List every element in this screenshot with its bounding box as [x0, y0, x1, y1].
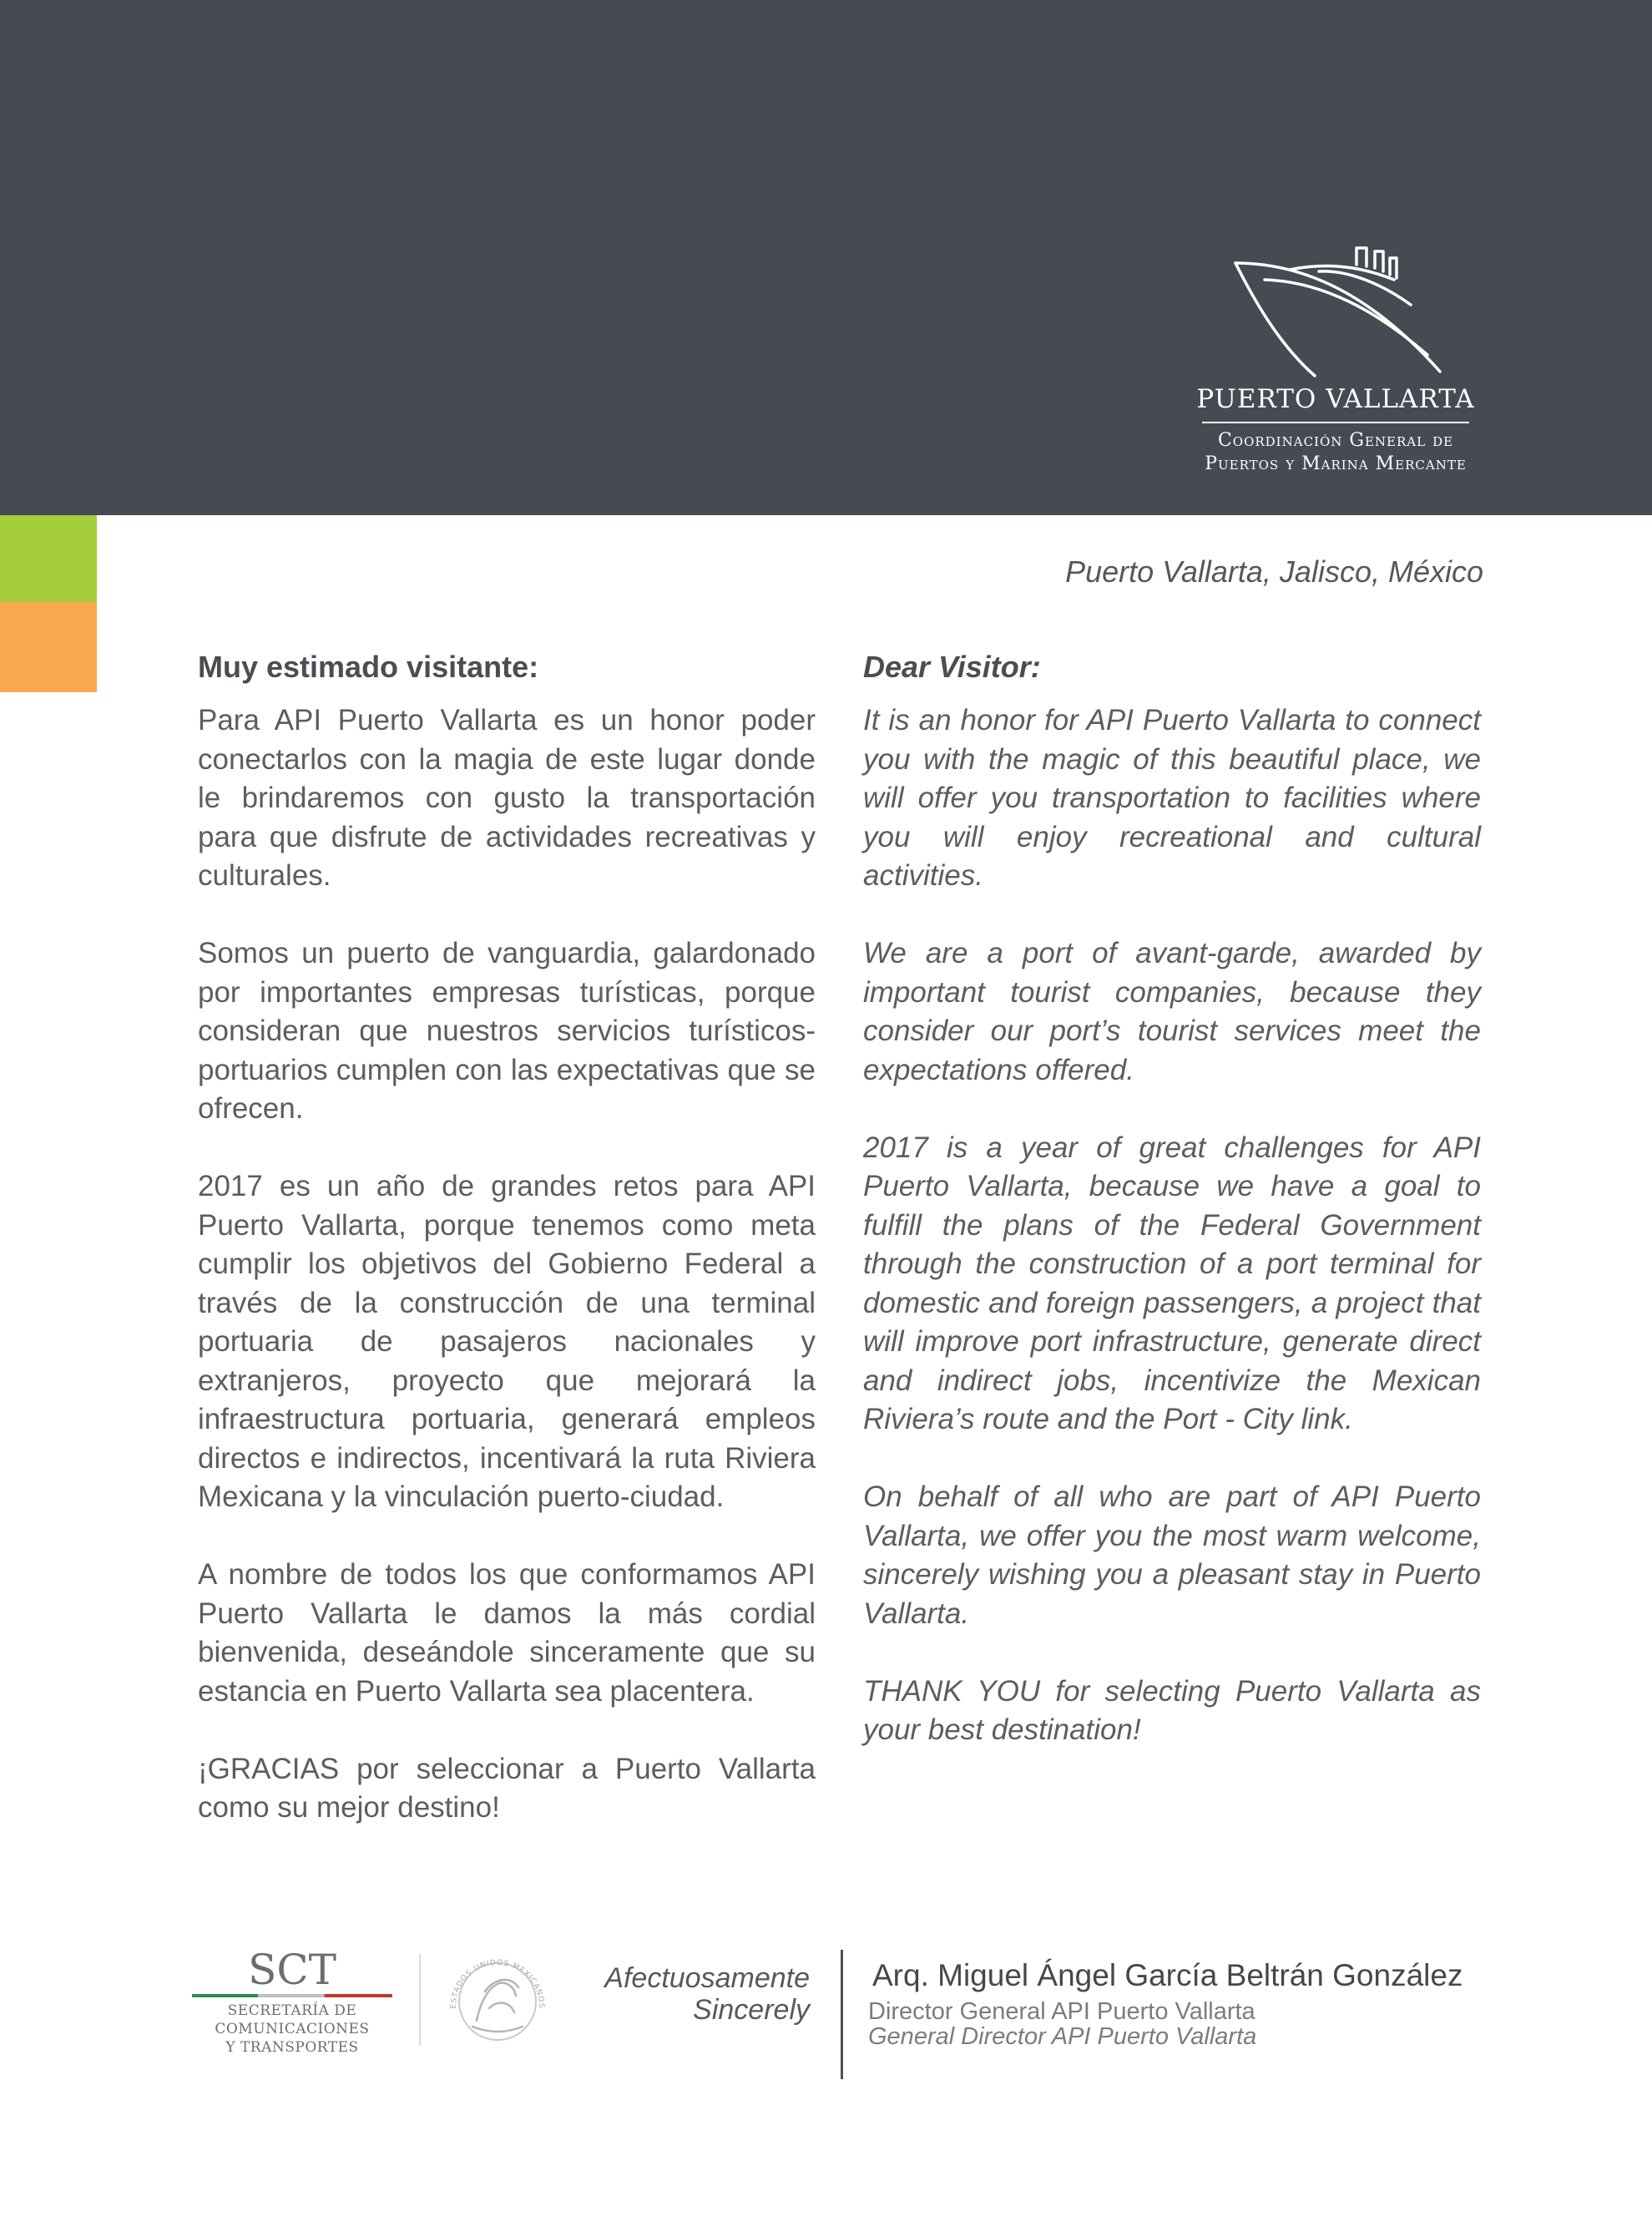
english-paragraph: THANK YOU for selecting Puerto Vallarta as your best destination!: [863, 1674, 1481, 1746]
spanish-column: [198, 641, 816, 1866]
brand-name: PUERTO VALLARTA: [1196, 384, 1475, 414]
spanish-greeting: Muy estimado visitante:: [198, 650, 539, 684]
sct-tricolor-rule: [192, 1994, 392, 1997]
spanish-paragraph: ¡GRACIAS por seleccionar a Puerto Vallarta como su mejor destino!: [198, 1752, 816, 1824]
signer-name: Arq. Miguel Ángel García Beltrán González: [872, 1958, 1463, 1992]
sct-title: SCT: [248, 1946, 336, 1994]
spanish-paragraph: Somos un puerto de vanguardia, galardonado por importantes empresas turísticas, porque consideran que nuestros servicios turísticos-portuarios cumplen con las expectativas que se ofrecen.: [198, 937, 816, 1125]
english-paragraph: It is an honor for API Puerto Vallarta to connect you with the magic of this beautiful place, we will offer you transportation to facilities where you will enjoy recreational and cultural activities.: [863, 704, 1481, 892]
sign-off: [568, 1962, 810, 2026]
header-banner: [0, 0, 1652, 515]
sign-off-spanish: Afectuosamente: [604, 1962, 810, 1994]
sct-subtitle-line2: COMUNICACIONES: [215, 2021, 370, 2037]
signer-title-spanish: Director General API Puerto Vallarta: [868, 1998, 1255, 2025]
seal-text: ESTADOS UNIDOS MEXICANOS: [449, 1958, 546, 2009]
accent-bar-orange: [0, 602, 97, 692]
puerto-vallarta-logo: [1177, 246, 1494, 488]
english-greeting: Dear Visitor:: [863, 650, 1041, 684]
signer-title-english: General Director API Puerto Vallarta: [868, 2023, 1257, 2050]
spanish-paragraph: Para API Puerto Vallarta es un honor poder conectarlos con la magia de este lugar donde le brindaremos con gusto la transportación para que disfrute de actividades recreativas y culturales.: [198, 704, 816, 892]
signature-divider: [841, 1950, 843, 2079]
brand-divider: [1202, 422, 1469, 423]
footer-divider: [419, 1954, 421, 2046]
english-paragraph: On behalf of all who are part of API Puerto Vallarta, we offer you the most warm welcome, sincerely wishing you a pleasant stay in Puerto Vallarta.: [863, 1480, 1481, 1630]
brand-subtitle-line2: Puertos y Marina Mercante: [1205, 453, 1467, 474]
letter-location: Puerto Vallarta, Jalisco, México: [1065, 554, 1483, 589]
spanish-paragraph: 2017 es un año de grandes retos para API Puerto Vallarta, porque tenemos como meta cumplir los objetivos del Gobierno Federal a través de la construcción de una terminal portuaria de pasajeros nacionales y extranjeros, proyecto que mejorará la infraestructura portuaria, generará empleos directos e indirectos, incentivará la ruta Riviera Mexicana y la vinculación puerto-ciudad.: [198, 1170, 816, 1513]
mexico-seal-icon: [439, 1941, 556, 2058]
brand-subtitle-line1: Coordinación General de: [1217, 430, 1454, 451]
spanish-paragraph: A nombre de todos los que conformamos API Puerto Vallarta le damos la más cordial bienvenida, deseándole sinceramente que su estancia en Puerto Vallarta sea placentera.: [198, 1558, 816, 1708]
ship-logo-icon: [1231, 246, 1448, 380]
english-paragraph: 2017 is a year of great challenges for API Puerto Vallarta, because we have a goal to fulfill the plans of the Federal Government through the construction of a port terminal for domestic and foreign passengers, a project that will improve port infrastructure, generate direct and indirect jobs, incentivize the Mexican Riviera’s route and the Port - City link.: [863, 1131, 1481, 1435]
english-paragraph: We are a port of avant-garde, awarded by important tourist companies, because they consider our port’s tourist services meet the expectations offered.: [863, 937, 1481, 1086]
accent-bar-green: [0, 515, 97, 602]
sct-logo: [192, 1946, 392, 2062]
sct-subtitle-line3: Y TRANSPORTES: [225, 2039, 359, 2056]
sign-off-english: Sincerely: [693, 1994, 810, 2026]
english-column: [863, 641, 1481, 1789]
sct-subtitle-line1: SECRETARÍA DE: [227, 2002, 357, 2019]
